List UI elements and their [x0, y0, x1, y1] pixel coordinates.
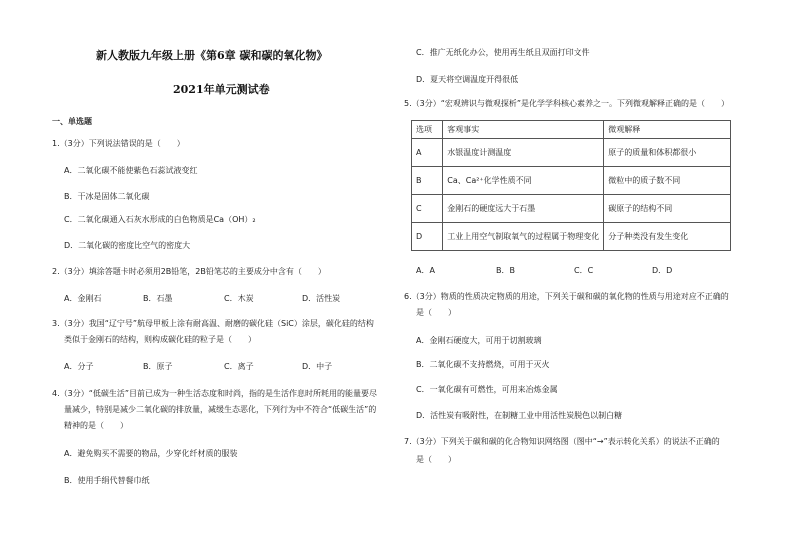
question-5-option-a: A．A	[416, 266, 435, 275]
question-6-option-d: D．活性炭有吸附性，在制糖工业中用活性炭脱色以制白糖	[416, 411, 623, 420]
table-cell: D	[412, 223, 443, 251]
table-cell: 微粒中的质子数不同	[604, 167, 731, 195]
question-5-option-c: C．C	[574, 266, 594, 275]
question-6-stem-line-1: 6.（3分）物质的性质决定物质的用途，下列关于碳和碳的氧化物的性质与用途对应不正确的	[404, 292, 729, 301]
table-row	[412, 139, 731, 167]
table-row	[412, 167, 731, 195]
table-cell: B	[412, 167, 443, 195]
question-7-stem-line-1: 7.（3分）下列关于碳和碳的化合物知识网络图（图中“→”表示转化关系）的说法不正确的	[404, 437, 720, 446]
table-header-cell: 微观解释	[604, 121, 731, 139]
section-heading: 一、单选题	[52, 117, 92, 126]
question-6-option-c: C．一氧化碳有可燃性，可用来冶炼金属	[416, 385, 558, 394]
question-2-option-c: C．木炭	[224, 294, 254, 303]
question-7-stem-line-2: 是（ ）	[416, 455, 456, 464]
page-title: 新人教版九年级上册《第6章 碳和碳的氧化物》	[96, 49, 328, 62]
question-3-option-c: C．离子	[224, 362, 254, 371]
question-2-option-a: A．金刚石	[64, 294, 102, 303]
question-3-stem-line-2: 类似于金刚石的结构，则构成碳化硅的粒子是（ ）	[64, 335, 256, 344]
question-5-stem: 5.（3分）“宏观辨识与微观探析”是化学学科核心素养之一。下列微观解释正确的是（ ）	[404, 99, 730, 108]
table-header-cell: 选项	[412, 121, 443, 139]
question-5-table	[411, 120, 731, 251]
question-1-option-c: C．二氧化碳通入石灰水形成的白色物质是Ca（OH）₂	[64, 215, 256, 224]
question-1-option-b: B．干冰是固体二氧化碳	[64, 192, 150, 201]
table-cell: C	[412, 195, 443, 223]
table-cell: Ca、Ca²⁺化学性质不同	[443, 167, 604, 195]
table-row	[412, 195, 731, 223]
question-4-stem-line-1: 4.（3分）“低碳生活”目前已成为一种生活态度和时尚，指的是生活作息时所耗用的能量要尽	[52, 389, 378, 398]
table-cell: A	[412, 139, 443, 167]
question-3-option-a: A．分子	[64, 362, 94, 371]
table-cell: 水银温度计测温度	[443, 139, 604, 167]
question-4-option-a: A．避免购买不需要的物品，少穿化纤材质的服装	[64, 449, 238, 458]
question-4-option-c: C．推广无纸化办公，使用再生纸且双面打印文件	[416, 48, 590, 57]
table-cell: 原子的质量和体积都很小	[604, 139, 731, 167]
question-5-option-d: D．D	[652, 266, 673, 275]
table-cell: 金刚石的硬度远大于石墨	[443, 195, 604, 223]
table-header-cell: 客观事实	[443, 121, 604, 139]
question-6-stem-line-2: 是（ ）	[416, 308, 456, 317]
question-4-option-d: D．夏天将空调温度开得很低	[416, 75, 519, 84]
table-cell: 分子种类没有发生变化	[604, 223, 731, 251]
question-2-option-d: D．活性炭	[302, 294, 341, 303]
question-4-stem-line-2: 量减少，特别是减少二氧化碳的排放量，减缓生态恶化，下列行为中不符合“低碳生活”的	[64, 405, 377, 414]
table-header-row	[412, 121, 731, 139]
question-3-option-b: B．原子	[143, 362, 173, 371]
question-1-stem: 1.（3分）下列说法错误的是（ ）	[52, 139, 185, 148]
table-cell: 碳原子的结构不同	[604, 195, 731, 223]
question-3-stem-line-1: 3.（3分）我国“辽宁号”航母甲板上涂有耐高温、耐磨的碳化硅（SiC）涂层，碳化硅的结构	[52, 319, 374, 328]
question-3-option-d: D．中子	[302, 362, 333, 371]
question-6-option-a: A．金刚石硬度大，可用于切割玻璃	[416, 336, 542, 345]
question-4-option-b: B．使用手绢代替餐巾纸	[64, 476, 150, 485]
question-5-option-b: B．B	[496, 266, 515, 275]
question-2-stem: 2.（3分）填涂答题卡时必须用2B铅笔，2B铅笔芯的主要成分中含有（ ）	[52, 267, 326, 276]
question-1-option-d: D．二氧化碳的密度比空气的密度大	[64, 241, 191, 250]
question-6-option-b: B．二氧化碳不支持燃烧，可用于灭火	[416, 360, 550, 369]
table-row	[412, 223, 731, 251]
question-1-option-a: A．二氧化碳不能使紫色石蕊试液变红	[64, 166, 198, 175]
question-2-option-b: B．石墨	[143, 294, 173, 303]
table-cell: 工业上用空气制取氧气的过程属于物理变化	[443, 223, 604, 251]
question-4-stem-line-3: 精神的是（ ）	[64, 421, 128, 430]
page-subtitle: 2021年单元测试卷	[173, 83, 270, 96]
